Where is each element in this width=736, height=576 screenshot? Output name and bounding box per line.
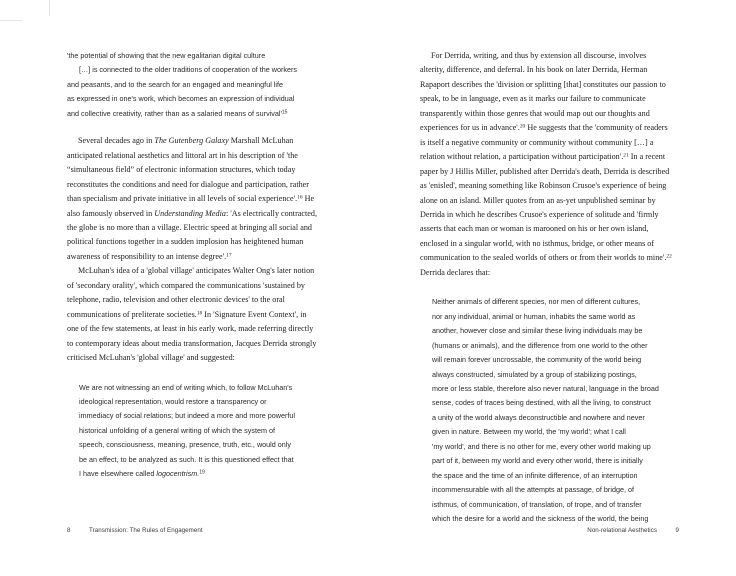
footnote-marker: 16 xyxy=(297,194,303,201)
quote-line: as expressed in one's work, which becomes an expression of individual xyxy=(67,94,295,104)
italic-title-gutenberg-galaxy: The Gutenberg Galaxy xyxy=(154,136,229,146)
footnote-marker: 15 xyxy=(281,109,288,116)
text-run: In a recent paper by J Hillis Miller, published after Derrida's death, Derrida is described as 'enisled', meaning something like Robinson Crusoe's experience of being alone on an island. Miller quotes from an as-yet unpublished seminar by Derrida in which he describes Crusoe's experience of solitude and 'firmly asserts that each man or woman is marooned on his or her own island, enclosed in a singular world, with no isthmus, bridge, or other means of communication to the sealed worlds of others or from their worlds to mine'. xyxy=(420,152,670,263)
quote-line: sense, codes of traces being destined, with all the living, to construct xyxy=(432,398,651,408)
footer-left-page xyxy=(67,527,203,534)
blockquote-derrida-logocentrism xyxy=(67,381,319,482)
footer-right-page xyxy=(587,527,679,534)
footnote-marker: 22 xyxy=(666,253,672,260)
quote-line: We are not witnessing an end of writing which, to follow McLuhan's xyxy=(79,382,293,392)
footnote-marker: 18 xyxy=(196,310,203,317)
right-page-column xyxy=(420,49,672,527)
footnote-marker: 19 xyxy=(199,469,205,476)
folio-right: 9 xyxy=(675,527,679,534)
running-head-left: Transmission: The Rules of Engagement xyxy=(89,527,203,534)
quote-line: will remain forever uncrossable, the community of the world being xyxy=(432,355,642,365)
quote-line: 'my world', and there is no other for me, every other world making up xyxy=(432,441,651,451)
quote-line: 'the potential of showing that the new egalitarian digital culture xyxy=(67,51,266,60)
quote-line: another, however close and similar these living individuals may be xyxy=(432,326,643,336)
footnote-marker: 21 xyxy=(623,152,629,159)
quote-line: the space and the time of an infinite difference, of an interruption xyxy=(432,470,638,480)
quote-line: be an effect, to be analyzed as such. It is this questioned effect that xyxy=(79,454,294,464)
quote-line: part of it, between my world and every other world, there is initially xyxy=(432,456,643,466)
italic-title-understanding-media: Understanding Media xyxy=(154,208,226,218)
quote-line: speech, consciousness, meaning, presence, truth, etc., would only xyxy=(79,440,292,450)
running-head-right: Non-relational Aesthetics xyxy=(587,527,657,534)
text-run: McLuhan's idea of a 'global village' anticipates Walter Ong's later notion of 'secondary orality', which compared the communications 'sustained by telephone, radio, television and other electronic devices' to the oral communications of preliterate societies. xyxy=(67,266,315,319)
blockquote-derrida-worlds xyxy=(420,295,672,526)
quote-line: historical unfolding of a general writing of which the system of xyxy=(79,425,276,435)
paragraph-gutenberg-galaxy xyxy=(67,134,319,264)
spacer xyxy=(67,366,319,381)
quote-line: Neither animals of different species, nor men of different cultures, xyxy=(432,297,641,307)
quote-line: incommensurable with all the attempts at passage, of bridge, of xyxy=(432,485,634,495)
paragraph-global-village xyxy=(67,264,319,365)
quote-line: and collective creativity, rather than as a salaried means of survival' xyxy=(67,108,282,118)
text-run: He also famously observed in xyxy=(67,194,315,218)
quote-line: isthmus, of communication, of translation, of trope, and of transfer xyxy=(432,499,642,509)
text-run: Several decades ago in xyxy=(78,136,155,146)
spacer xyxy=(420,280,672,295)
text-run: : 'As electrically contracted, the globe is no more than a village. Electric speed at bringing all social and political functions together in a sudden implosion has heightened human awareness of responsibility to an intense degree'. xyxy=(67,208,317,261)
paragraph-derrida-alterity xyxy=(420,49,672,280)
quote-line: more or less stable, therefore also never natural, language in the broad xyxy=(432,383,659,393)
quote-line: a unity of the world always deconstructible and nowhere and never xyxy=(432,412,645,422)
footnote-marker: 17 xyxy=(226,252,232,259)
text-run: In 'Signature Event Context', in one of the few statements, at least in his early work, made referring directly to contemporary ideas about media transformation, Jacques Derrida strongly criticised McLuhan's 'global village' and suggested: xyxy=(67,309,317,363)
blockquote-egalitarian-digital-culture xyxy=(67,49,319,121)
quote-line: […] is connected to the older traditions of cooperation of the workers xyxy=(79,65,298,75)
text-run: He suggests that the 'community of readers is itself a negative community or community without community […] a relation without relation, a participation without participation'. xyxy=(420,123,668,162)
quote-line: I have elsewhere called xyxy=(79,469,157,479)
quote-line: (humans or animals), and the difference from one world to the other xyxy=(432,340,648,350)
quote-line: and peasants, and to the search for an engaged and meaningful life xyxy=(67,79,284,89)
folio-left: 8 xyxy=(67,527,71,534)
quote-line: given in nature. Between my world, the 'my world'; what I call xyxy=(432,427,626,437)
quote-line: ideological representation, would restore a transparency or xyxy=(79,396,267,406)
spacer xyxy=(67,121,319,134)
footnote-marker: 20 xyxy=(519,123,526,130)
quote-line: which the desire for a world and the sickness of the world, the being xyxy=(432,514,649,524)
text-run: Derrida declares that: xyxy=(420,267,491,277)
italic-term-logocentrism: logocentrism. xyxy=(156,469,200,479)
text-run: For Derrida, writing, and thus by extension all discourse, involves alterity, difference, and deferral. In his book on later Derrida, Herman Rapaport describes the 'division or splitting [that] constitutes our passion to speak, to be in language, even as it marks our failure to communicate transparently within those genres that would map out our thoughts and experiences for us in advance'. xyxy=(420,51,666,133)
left-page-column xyxy=(67,49,319,482)
quote-line: always constructed, simulated by a group of stabilizing postings, xyxy=(432,369,637,379)
quote-line: immediacy of social relations; but indeed a more and more powerful xyxy=(79,411,295,421)
text-run: Marshall McLuhan anticipated relational aesthetics and littoral art in his description of 'the “simultaneous field” of electronic information structures, which today reconstitutes the conditions and need for dialogue and participation, rather than specialism and private initiative in all levels of social experience'. xyxy=(67,136,310,204)
quote-line: nor any individual, animal or human, inhabits the same world as xyxy=(432,311,636,321)
running-footer xyxy=(0,527,736,539)
